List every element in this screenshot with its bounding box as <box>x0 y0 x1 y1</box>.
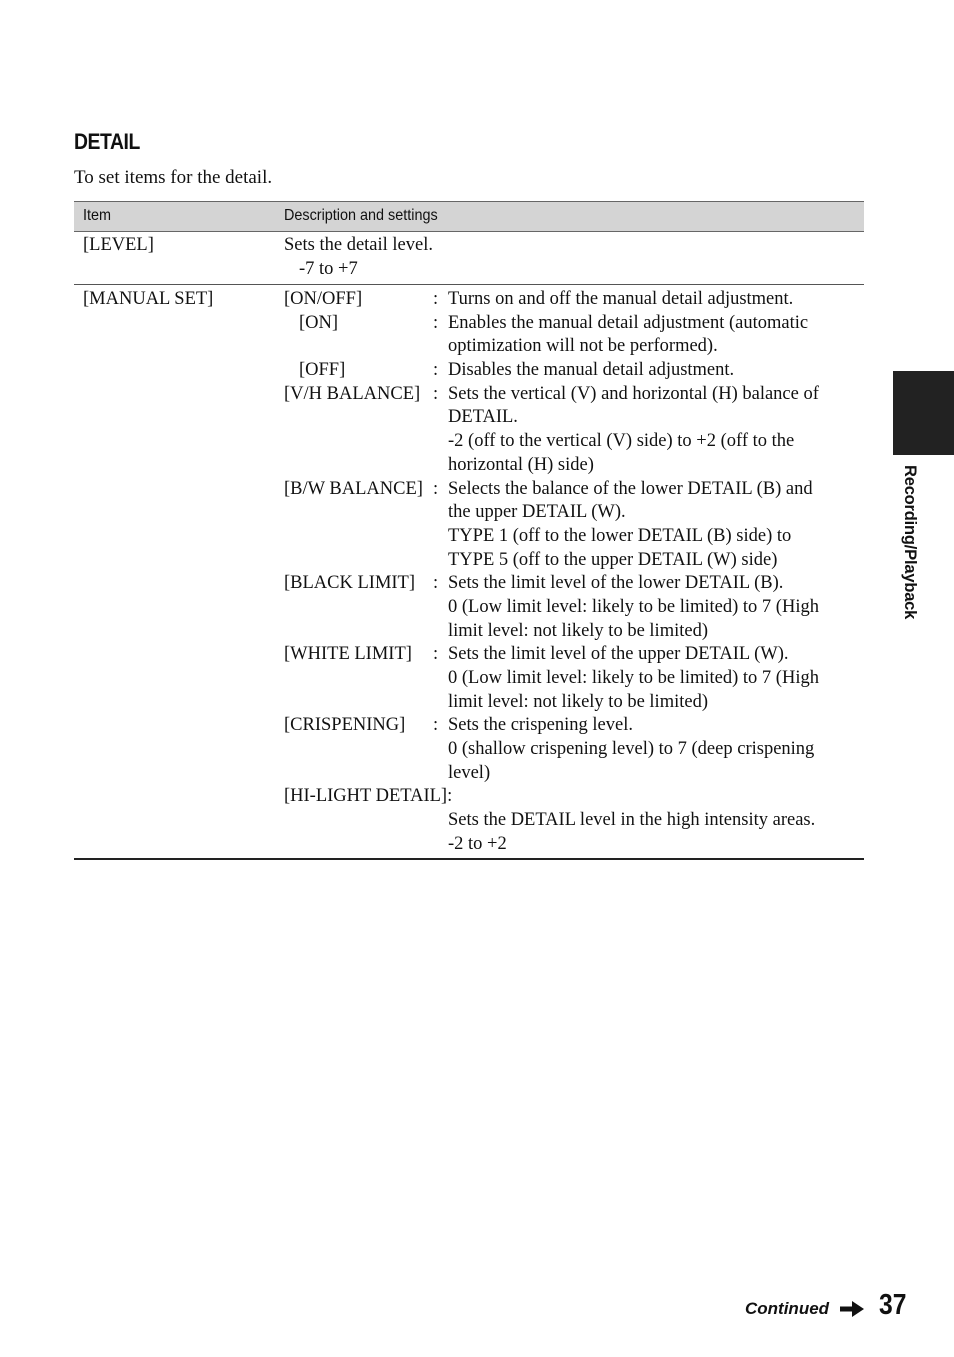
setting-line <box>74 572 864 596</box>
setting-colon: : <box>433 360 439 381</box>
setting-value: Enables the manual detail adjustment (automatic <box>448 312 809 333</box>
setting-value: limit level: not likely to be limited) <box>448 691 708 712</box>
setting-value: limit level: not likely to be limited) <box>448 620 708 641</box>
setting-value: optimization will not be performed). <box>448 336 718 357</box>
side-section-label <box>891 465 921 640</box>
setting-line <box>74 525 864 549</box>
setting-line <box>74 691 864 715</box>
setting-colon: : <box>433 573 439 594</box>
setting-value: Sets the limit level of the upper DETAIL (W). <box>448 644 789 665</box>
setting-colon: : <box>433 383 439 404</box>
page-number: 37 <box>879 1289 907 1321</box>
setting-colon: : <box>433 312 439 333</box>
setting-colon: : <box>433 715 439 736</box>
setting-value: 0 (Low limit level: likely to be limited) to 7 (High <box>448 596 819 617</box>
section-title: DETAIL <box>74 129 140 154</box>
setting-line <box>74 359 864 383</box>
setting-line <box>74 312 864 336</box>
setting-key: [B/W BALANCE] <box>284 478 423 499</box>
setting-line <box>74 454 864 478</box>
setting-line <box>74 596 864 620</box>
setting-value: -2 (off to the vertical (V) side) to +2 (off to the <box>448 431 795 452</box>
setting-key: [V/H BALANCE] <box>284 383 421 404</box>
setting-colon: : <box>433 289 439 309</box>
section-intro: To set items for the detail. <box>74 167 273 188</box>
setting-line <box>74 833 864 857</box>
setting-line <box>74 335 864 359</box>
setting-line <box>74 383 864 407</box>
setting-value: 0 (Low limit level: likely to be limited) to 7 (High <box>448 668 819 688</box>
detail-settings-table <box>74 201 864 860</box>
side-section-label-text: Recording/Playback <box>901 465 919 620</box>
setting-line <box>74 430 864 454</box>
setting-colon: : <box>433 644 439 665</box>
section-tab-marker <box>893 371 954 455</box>
setting-value: level) <box>448 762 491 783</box>
level-item: [LEVEL] <box>83 235 154 255</box>
setting-key: [BLACK LIMIT] <box>284 573 416 594</box>
setting-line <box>74 762 864 786</box>
header-description: Description and settings <box>284 207 438 224</box>
setting-line <box>74 620 864 644</box>
manual-set-settings <box>74 288 864 857</box>
setting-value: Sets the vertical (V) and horizontal (H) balance of <box>448 383 819 404</box>
header-item: Item <box>83 207 112 224</box>
setting-value: TYPE 1 (off to the lower DETAIL (B) side) to <box>448 525 792 546</box>
setting-line <box>74 549 864 573</box>
setting-line <box>74 288 864 312</box>
setting-line <box>74 785 864 809</box>
setting-line <box>74 738 864 762</box>
level-description: Sets the detail level. <box>284 235 433 255</box>
table-header <box>74 201 864 232</box>
setting-line <box>74 809 864 833</box>
manual-set-item: [MANUAL SET] <box>83 289 214 309</box>
setting-key: [WHITE LIMIT] <box>284 644 412 665</box>
setting-value: Sets the limit level of the lower DETAIL (B). <box>448 573 784 594</box>
right-arrow-icon <box>840 1301 864 1317</box>
setting-line <box>74 667 864 691</box>
setting-value: TYPE 5 (off to the upper DETAIL (W) side) <box>448 549 778 570</box>
setting-key: [ON] <box>299 312 339 333</box>
level-range: -7 to +7 <box>299 259 358 279</box>
setting-value: 0 (shallow crispening level) to 7 (deep crispening <box>448 739 815 760</box>
setting-key: [ON/OFF] <box>284 289 363 309</box>
setting-key: [CRISPENING] <box>284 715 406 736</box>
setting-line <box>74 478 864 502</box>
setting-key: [OFF] <box>299 360 346 381</box>
table-row-level <box>74 232 864 285</box>
continued-label: Continued <box>745 1299 830 1318</box>
setting-key: [HI-LIGHT DETAIL]: <box>284 786 453 807</box>
setting-value: Turns on and off the manual detail adjustment. <box>448 289 794 309</box>
setting-value: Sets the DETAIL level in the high intensity areas. <box>448 810 816 831</box>
setting-value: Selects the balance of the lower DETAIL (B) and <box>448 478 813 499</box>
setting-colon: : <box>433 478 439 499</box>
setting-line <box>74 643 864 667</box>
setting-value: DETAIL. <box>448 407 518 428</box>
setting-line <box>74 714 864 738</box>
setting-value: the upper DETAIL (W). <box>448 502 626 523</box>
setting-value: horizontal (H) side) <box>448 454 594 475</box>
setting-line <box>74 406 864 430</box>
setting-value: Disables the manual detail adjustment. <box>448 360 735 381</box>
setting-value: Sets the crispening level. <box>448 715 633 736</box>
setting-line <box>74 501 864 525</box>
table-row-manual-set <box>74 285 864 860</box>
setting-value: -2 to +2 <box>448 833 507 854</box>
